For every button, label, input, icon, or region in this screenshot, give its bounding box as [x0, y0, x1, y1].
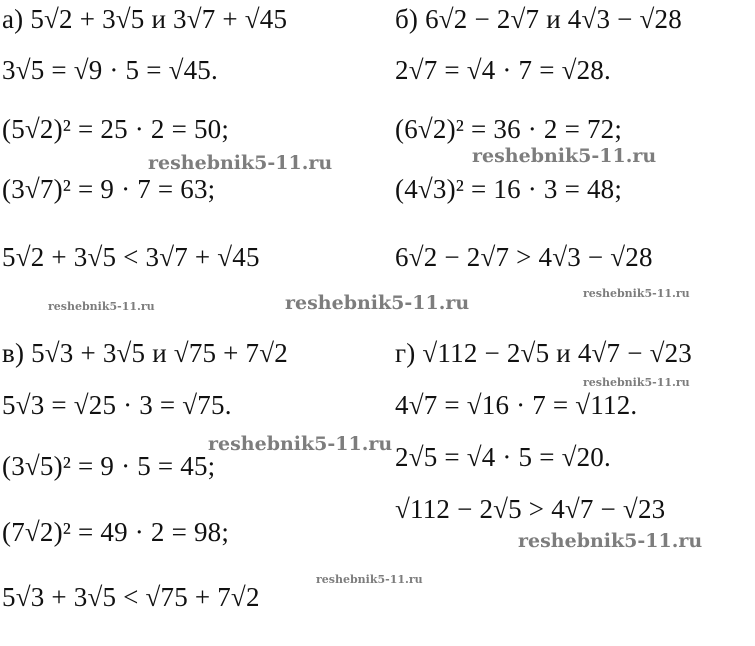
task-b-header: б) 6√2 − 2√7 и 4√3 − √28	[395, 4, 682, 34]
task-a-answer: 5√2 + 3√5 < 3√7 + √45	[2, 242, 260, 272]
task-g-header: г) √112 − 2√5 и 4√7 − √23	[395, 338, 692, 368]
task-v-answer: 5√3 + 3√5 < √75 + 7√2	[2, 582, 260, 612]
watermark-8: reshebnik5-11.ru	[518, 530, 703, 552]
watermark-5: reshebnik5-11.ru	[583, 287, 690, 300]
task-b-line-2: (6√2)² = 36 · 2 = 72;	[395, 114, 623, 144]
task-g-answer: √112 − 2√5 > 4√7 − √23	[395, 494, 666, 524]
watermark-1: reshebnik5-11.ru	[148, 152, 333, 174]
task-v-line-1: 5√3 = √25 · 3 = √75.	[2, 390, 232, 420]
task-v-header: в) 5√3 + 3√5 и √75 + 7√2	[2, 338, 288, 368]
task-b-line-3: (4√3)² = 16 · 3 = 48;	[395, 174, 623, 204]
task-v-line-3: (7√2)² = 49 · 2 = 98;	[2, 517, 230, 547]
task-a-line-1: 3√5 = √9 · 5 = √45.	[2, 55, 218, 85]
task-g-line-2: 2√5 = √4 · 5 = √20.	[395, 442, 611, 472]
watermark-2: reshebnik5-11.ru	[472, 145, 657, 167]
task-b-answer: 6√2 − 2√7 > 4√3 − √28	[395, 242, 653, 272]
watermark-7: reshebnik5-11.ru	[208, 433, 393, 455]
watermark-3: reshebnik5-11.ru	[285, 292, 470, 314]
task-a-line-2: (5√2)² = 25 · 2 = 50;	[2, 114, 230, 144]
watermark-9: reshebnik5-11.ru	[316, 573, 423, 586]
watermark-6: reshebnik5-11.ru	[583, 376, 690, 389]
task-a-header: а) 5√2 + 3√5 и 3√7 + √45	[2, 4, 288, 34]
watermark-4: reshebnik5-11.ru	[48, 300, 155, 313]
task-g-line-1: 4√7 = √16 · 7 = √112.	[395, 390, 638, 420]
task-a-line-3: (3√7)² = 9 · 7 = 63;	[2, 174, 216, 204]
task-b-line-1: 2√7 = √4 · 7 = √28.	[395, 55, 611, 85]
task-v-line-2: (3√5)² = 9 · 5 = 45;	[2, 451, 216, 481]
